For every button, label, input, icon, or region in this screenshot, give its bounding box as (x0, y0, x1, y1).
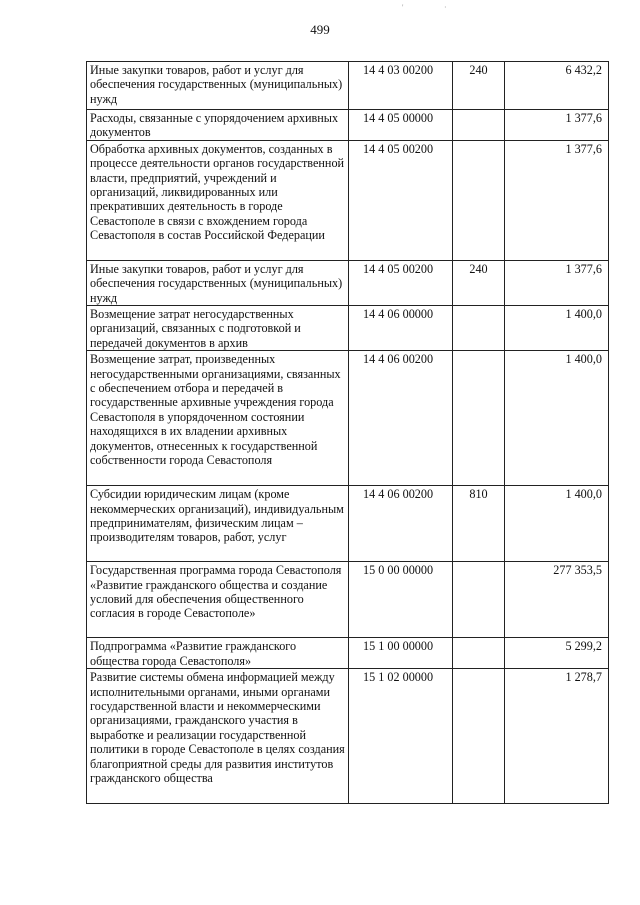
amount-cell: 1 400,0 (505, 486, 609, 562)
expense-type-cell (453, 638, 505, 669)
table-row (87, 669, 609, 804)
table-row (87, 62, 609, 110)
target-article-code-cell: 14 4 03 00200 (349, 62, 453, 110)
budget-table (86, 61, 609, 804)
expense-type-cell: 240 (453, 260, 505, 305)
expense-name-cell: Государственная программа города Севастополя «Развитие гражданского общества и создание условий для обеспечения общественного согласия в городе Севастополе» (87, 562, 349, 638)
table-row (87, 638, 609, 669)
table-row (87, 140, 609, 260)
expense-name-cell: Обработка архивных документов, созданных в процессе деятельности органов государственной власти, предприятий, учреждений и организаций, ликвидированных или прекративших деятельность в городе Севастополе в связи с вхождением города Севастополя в состав Российской Федерации (87, 140, 349, 260)
page-number: 499 (310, 22, 330, 37)
expense-type-cell (453, 110, 505, 141)
expense-name-cell: Развитие системы обмена информацией между исполнительными органами, иными органами государственной власти и некоммерческими организациями, гражданского участия в выработке и реализации государственной политики в городе Севастополе в целях создания благоприятной среды для развития институтов гражданского общества (87, 669, 349, 804)
expense-name-cell: Субсидии юридическим лицам (кроме некоммерческих организаций), индивидуальным предпринимателям, физическим лицам – производителям товаров, работ, услуг (87, 486, 349, 562)
target-article-code-cell: 15 0 00 00000 (349, 562, 453, 638)
table-row (87, 486, 609, 562)
target-article-code-cell: 15 1 00 00000 (349, 638, 453, 669)
target-article-code-cell: 14 4 06 00200 (349, 351, 453, 486)
expense-name-cell: Иные закупки товаров, работ и услуг для обеспечения государственных (муниципальных) нужд (87, 62, 349, 110)
amount-cell: 5 299,2 (505, 638, 609, 669)
amount-cell: 1 377,6 (505, 110, 609, 141)
amount-cell: 277 353,5 (505, 562, 609, 638)
amount-cell: 1 400,0 (505, 351, 609, 486)
scan-mark: · (444, 3, 447, 12)
expense-name-cell: Подпрограмма «Развитие гражданского общества города Севастополя» (87, 638, 349, 669)
table-row (87, 351, 609, 486)
table-row (87, 260, 609, 305)
amount-cell: 1 278,7 (505, 669, 609, 804)
scan-mark: ' (402, 3, 404, 12)
expense-name-cell: Иные закупки товаров, работ и услуг для обеспечения государственных (муниципальных) нужд (87, 260, 349, 305)
expense-type-cell (453, 669, 505, 804)
target-article-code-cell: 14 4 06 00000 (349, 306, 453, 351)
expense-type-cell: 240 (453, 62, 505, 110)
amount-cell: 1 377,6 (505, 140, 609, 260)
target-article-code-cell: 15 1 02 00000 (349, 669, 453, 804)
expense-name-cell: Расходы, связанные с упорядочением архивных документов (87, 110, 349, 141)
amount-cell: 1 400,0 (505, 306, 609, 351)
target-article-code-cell: 14 4 05 00200 (349, 140, 453, 260)
expense-name-cell: Возмещение затрат негосударственных организаций, связанных с подготовкой и передачей документов в архив (87, 306, 349, 351)
expense-type-cell (453, 140, 505, 260)
expense-type-cell (453, 306, 505, 351)
expense-type-cell (453, 562, 505, 638)
expense-type-cell: 810 (453, 486, 505, 562)
target-article-code-cell: 14 4 05 00200 (349, 260, 453, 305)
expense-type-cell (453, 351, 505, 486)
table-row (87, 110, 609, 141)
amount-cell: 6 432,2 (505, 62, 609, 110)
table-row (87, 562, 609, 638)
amount-cell: 1 377,6 (505, 260, 609, 305)
expense-name-cell: Возмещение затрат, произведенных негосударственными организациями, связанных с обеспечением отбора и передачей в государственные архивные учреждения города Севастополя в упорядоченном состоянии находящихся в их владении архивных документов, отнесенных к государственной собственности города Севастополя (87, 351, 349, 486)
table-row (87, 306, 609, 351)
target-article-code-cell: 14 4 05 00000 (349, 110, 453, 141)
target-article-code-cell: 14 4 06 00200 (349, 486, 453, 562)
